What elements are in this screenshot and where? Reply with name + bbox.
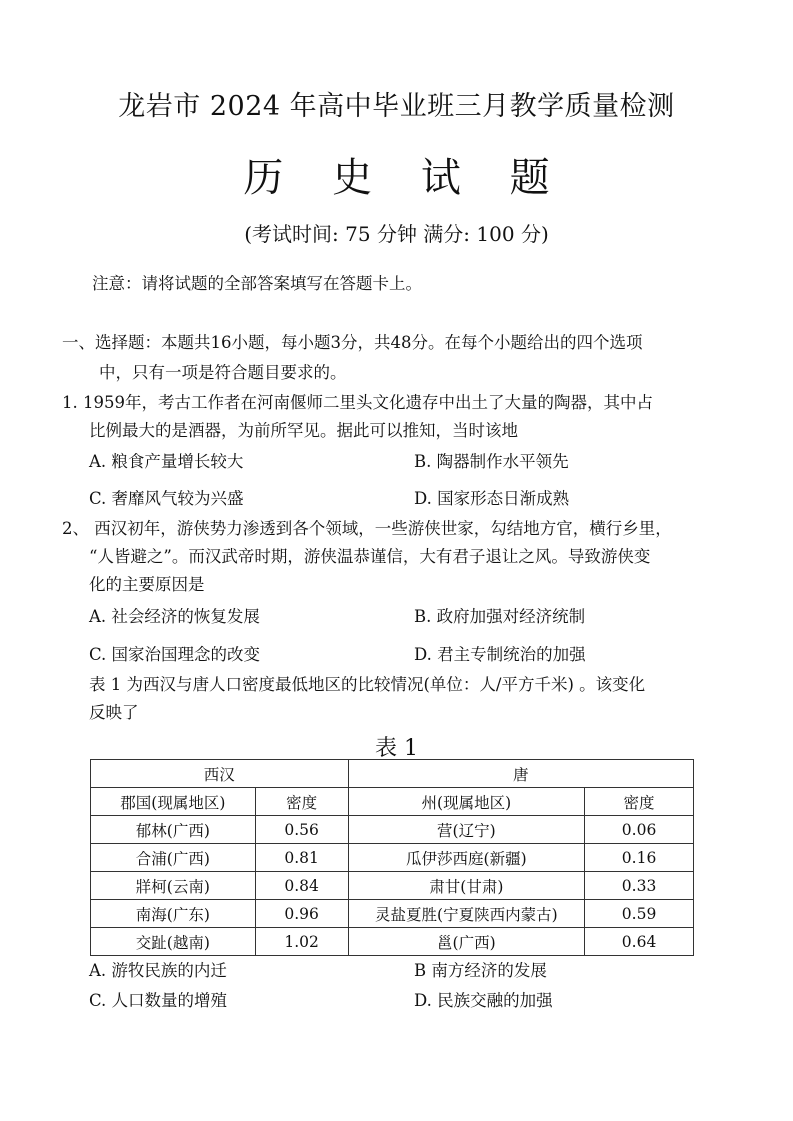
table-cell: 南海(广东) (91, 900, 256, 928)
population-density-table (90, 759, 694, 956)
subject-title: 历 史 试 题 (243, 155, 568, 201)
table-cell: 0.33 (585, 872, 694, 900)
table-row (91, 928, 694, 956)
table-row (91, 844, 694, 872)
q3-option-b: B 南方经济的发展 (414, 961, 547, 980)
table-cell: 0.59 (585, 900, 694, 928)
table-row (91, 872, 694, 900)
table-row (91, 816, 694, 844)
table-column-header-row (91, 788, 694, 816)
q2-option-a: A. 社会经济的恢复发展 (89, 607, 260, 626)
table1-caption: 表 1 (375, 736, 418, 761)
q2-stem-line1: 2、 西汉初年，游侠势力渗透到各个领域，一些游侠世家，勾结地方官，横行乡里， (62, 519, 672, 538)
table-cell: 灵盐夏胜(宁夏陕西内蒙古) (348, 900, 585, 928)
table-cell: 0.64 (585, 928, 694, 956)
q2-option-b: B. 政府加强对经济统制 (414, 607, 586, 626)
col-header-han-density: 密度 (255, 788, 348, 816)
table-cell: 邕(广西) (348, 928, 585, 956)
table-row (91, 900, 694, 928)
q2-stem-line2: “人皆避之”。而汉武帝时期，游侠温恭谨信，大有君子退让之风。导致游侠变 (89, 547, 651, 566)
table-cell: 0.96 (255, 900, 348, 928)
q2-option-c: C. 国家治国理念的改变 (89, 645, 261, 664)
section1-line1: 一、选择题：本题共16小题，每小题3分，共48分。在每个小题给出的四个选项 (62, 333, 643, 352)
q1-option-d: D. 国家形态日渐成熟 (414, 489, 570, 508)
table-cell: 肃甘(甘肃) (348, 872, 585, 900)
exam-time-info: (考试时间: 75 分钟 满分: 100 分) (244, 222, 549, 246)
table-group-header-row (91, 760, 694, 788)
q3-option-a: A. 游牧民族的内迁 (89, 961, 227, 980)
q1-option-c: C. 奢靡风气较为兴盛 (89, 489, 244, 508)
exam-title: 龙岩市 2024 年高中毕业班三月教学质量检测 (118, 91, 675, 122)
table-cell: 营(辽宁) (348, 816, 585, 844)
section1-line2: 中，只有一项是符合题目要求的。 (99, 363, 347, 382)
group-header-tang: 唐 (348, 760, 693, 788)
table-cell: 牂柯(云南) (91, 872, 256, 900)
table-cell: 0.84 (255, 872, 348, 900)
col-header-commandery: 郡国(现属地区) (91, 788, 256, 816)
table-cell: 0.06 (585, 816, 694, 844)
table-cell: 0.56 (255, 816, 348, 844)
table-cell: 1.02 (255, 928, 348, 956)
q3-stem-line2: 反映了 (89, 703, 139, 722)
col-header-prefecture: 州(现属地区) (348, 788, 585, 816)
q3-option-d: D. 民族交融的加强 (414, 991, 553, 1010)
q2-option-d: D. 君主专制统治的加强 (414, 645, 586, 664)
q2-stem-line3: 化的主要原因是 (89, 575, 205, 594)
group-header-western-han: 西汉 (91, 760, 349, 788)
table-cell: 瓜伊莎西庭(新疆) (348, 844, 585, 872)
q1-option-a: A. 粮食产量增长较大 (89, 452, 244, 471)
table-cell: 郁林(广西) (91, 816, 256, 844)
q3-option-c: C. 人口数量的增殖 (89, 991, 228, 1010)
table-cell: 交趾(越南) (91, 928, 256, 956)
notice: 注意：请将试题的全部答案填写在答题卡上。 (92, 274, 422, 293)
q3-stem-line1: 表 1 为西汉与唐人口密度最低地区的比较情况(单位：人/平方千米) 。该变化 (89, 675, 646, 694)
col-header-tang-density: 密度 (585, 788, 694, 816)
q1-stem-line1: 1. 1959年，考古工作者在河南偃师二里头文化遗存中出土了大量的陶器，其中占 (62, 393, 653, 412)
table-cell: 合浦(广西) (91, 844, 256, 872)
q1-option-b: B. 陶器制作水平领先 (414, 452, 569, 471)
table-cell: 0.81 (255, 844, 348, 872)
table-cell: 0.16 (585, 844, 694, 872)
q1-stem-line2: 比例最大的是酒器，为前所罕见。据此可以推知，当时该地 (89, 421, 518, 440)
